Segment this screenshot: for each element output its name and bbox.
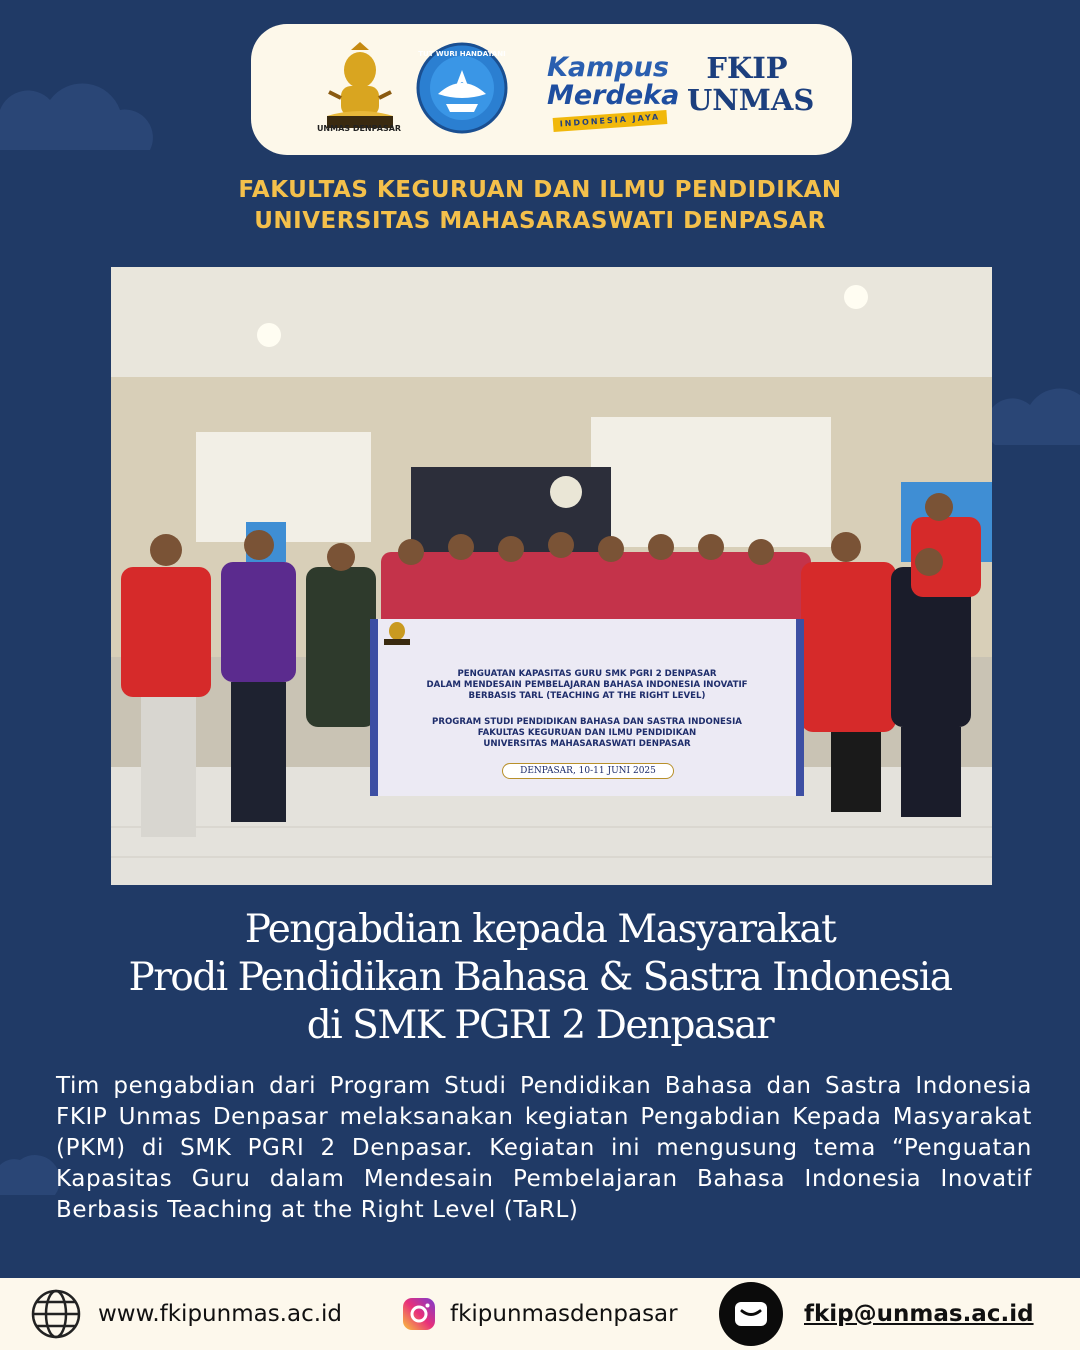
instagram-link[interactable] — [402, 1278, 678, 1350]
kampus-merdeka-logo — [547, 52, 680, 134]
footer-bar — [0, 1278, 1080, 1350]
website-text: www.fkipunmas.ac.id — [98, 1301, 343, 1327]
banner-line2: DALAM MENDESAIN PEMBELAJARAN BAHASA INDONESIA INOVATIF — [426, 680, 748, 690]
cloud-bottom-decoration — [0, 1140, 60, 1200]
body-paragraph: Tim pengabdian dari Program Studi Pendidikan Bahasa dan Sastra Indonesia FKIP Unmas Denpasar melaksanakan kegiatan Pengabdian Kepada Masyarakat (PKM) di SMK PGRI 2 Denpasar. Kegiatan ini mengusung tema “Penguatan Kapasitas Guru dalam Mendesain Pembelajaran Bahasa Indonesia Inovatif Berbasis Teaching at the Right Level (TaRL) — [56, 1073, 1032, 1223]
faculty-line2: UNIVERSITAS MAHASARASWATI DENPASAR — [254, 208, 826, 234]
banner-line1: PENGUATAN KAPASITAS GURU SMK PGRI 2 DENPASAR — [457, 669, 717, 679]
kampus-line1: Kampus — [547, 52, 669, 83]
fkip-line1: FKIP — [706, 51, 788, 85]
banner-line3: BERBASIS TARL (TEACHING AT THE RIGHT LEVEL) — [468, 691, 706, 701]
faculty-line1: FAKULTAS KEGURUAN DAN ILMU PENDIDIKAN — [238, 177, 842, 203]
banner-line5: FAKULTAS KEGURUAN DAN ILMU PENDIDIKAN — [477, 728, 697, 738]
website-link[interactable] — [30, 1278, 342, 1350]
tutwuri-handayani-logo-icon — [416, 42, 508, 134]
fkip-line2: UNMAS — [687, 83, 815, 117]
instagram-text: fkipunmasdenpasar — [450, 1301, 678, 1327]
globe-icon — [30, 1288, 82, 1340]
event-banner — [370, 619, 804, 796]
kampus-subtitle: INDONESIA JAYA — [553, 110, 668, 132]
email-link[interactable] — [718, 1278, 1034, 1350]
logo-bar — [251, 24, 852, 155]
fkip-unmas-logo — [687, 51, 815, 117]
banner-line4: PROGRAM STUDI PENDIDIKAN BAHASA DAN SASTRA INDONESIA — [432, 717, 742, 727]
cloud-right-decoration — [985, 380, 1080, 450]
cloud-left-decoration — [0, 70, 170, 160]
instagram-icon — [402, 1297, 436, 1331]
group-photo — [111, 267, 992, 885]
unmas-caption: UNMAS DENPASAR — [316, 124, 402, 133]
banner-line6: UNIVERSITAS MAHASARASWATI DENPASAR — [483, 739, 691, 749]
banner-emblem-icon — [378, 619, 416, 647]
headline-line3: di SMK PGRI 2 Denpasar — [306, 1003, 774, 1048]
email-text: fkip@unmas.ac.id — [804, 1301, 1034, 1327]
banner-date: DENPASAR, 10-11 JUNI 2025 — [502, 763, 674, 779]
kampus-line2: Merdeka — [547, 80, 680, 111]
headline-line2: Prodi Pendidikan Bahasa & Sastra Indonesia — [128, 955, 952, 1000]
mail-icon — [718, 1281, 784, 1347]
faculty-title — [0, 175, 1080, 237]
headline-line1: Pengabdian kepada Masyarakat — [244, 907, 836, 952]
headline — [0, 906, 1080, 1050]
svg-text:TUT WURI HANDAYANI: TUT WURI HANDAYANI — [418, 50, 506, 58]
